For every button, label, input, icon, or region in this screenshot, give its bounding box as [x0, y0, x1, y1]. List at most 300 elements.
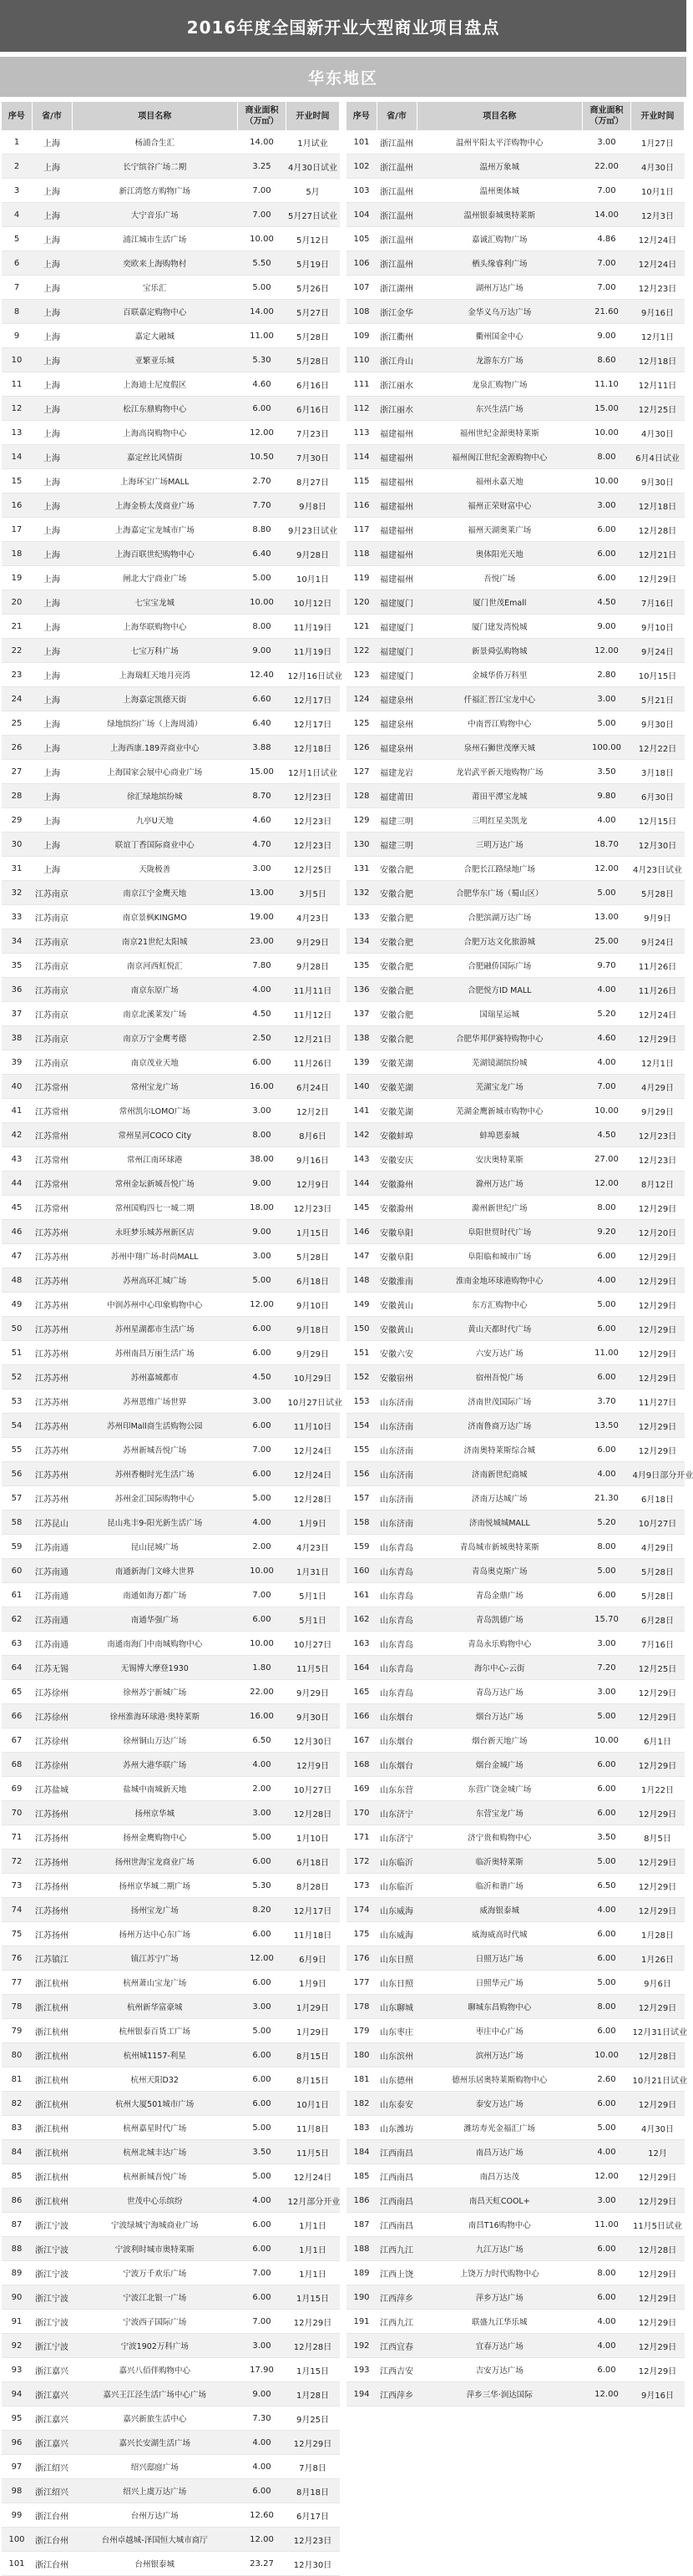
row-project-name: 黄山天都时代广场 — [417, 1317, 583, 1341]
row-project-name: 金华义乌万达广场 — [417, 300, 583, 324]
row-city: 浙江宁波 — [32, 2285, 72, 2310]
table-row — [2, 954, 340, 978]
row-open-date: 9月6日 — [631, 1971, 685, 1995]
row-open-date: 1月9日 — [286, 1971, 340, 1995]
row-area: 4.00 — [583, 2334, 631, 2358]
row-number: 51 — [2, 1341, 32, 1365]
table-row — [2, 2406, 340, 2431]
row-open-date: 9月24日 — [631, 929, 685, 954]
row-number: 53 — [2, 1389, 32, 1414]
row-city: 江苏南通 — [32, 1607, 72, 1632]
row-project-name: 苏州新城吾悦广场 — [72, 1438, 238, 1462]
row-city: 山东济南 — [377, 1438, 417, 1462]
row-open-date: 1月29日 — [286, 1995, 340, 2019]
row-area: 4.60 — [238, 808, 286, 833]
row-open-date: 5月27日 — [286, 300, 340, 324]
row-number: 111 — [346, 372, 377, 397]
row-number: 28 — [2, 784, 32, 808]
row-city: 浙江舟山 — [377, 348, 417, 372]
row-project-name: 栖头缘睿利广场 — [417, 251, 583, 276]
row-city: 福建厦门 — [377, 639, 417, 663]
row-open-date: 1月22日 — [631, 1777, 685, 1801]
table-row — [346, 130, 685, 154]
row-open-date: 12月29日 — [631, 1026, 685, 1050]
table-row — [346, 954, 685, 978]
row-city: 山东泰安 — [377, 2092, 417, 2116]
row-city: 浙江杭州 — [32, 2140, 72, 2164]
row-area: 6.00 — [238, 1341, 286, 1365]
row-city: 浙江丽水 — [377, 397, 417, 421]
row-city: 上海 — [32, 130, 72, 154]
row-area: 12.00 — [583, 2164, 631, 2189]
row-open-date: 9月10日 — [631, 615, 685, 639]
row-open-date: 12月23日 — [286, 2528, 340, 2552]
row-city: 江苏苏州 — [32, 1220, 72, 1244]
table-row — [346, 1898, 685, 1922]
row-open-date: 11月5日 — [286, 1656, 340, 1680]
row-city: 安徽合肥 — [377, 954, 417, 978]
row-open-date: 12月23日 — [286, 833, 340, 857]
row-open-date: 1月28日 — [631, 1922, 685, 1946]
row-area: 3.00 — [238, 1801, 286, 1825]
row-area: 9.00 — [583, 615, 631, 639]
row-city: 上海 — [32, 518, 72, 542]
row-city: 江苏常州 — [32, 1123, 72, 1147]
row-project-name: 杭州天阳D32 — [72, 2067, 238, 2092]
row-project-name: 奥体阳光天地 — [417, 542, 583, 566]
row-city: 江苏扬州 — [32, 1922, 72, 1946]
row-project-name: 滨州万达广场 — [417, 2043, 583, 2067]
row-open-date: 12月21日 — [631, 542, 685, 566]
row-project-name: 嘉兴王江泾生活广场中心广场 — [72, 2382, 238, 2406]
row-number: 159 — [346, 1535, 377, 1559]
row-area: 7.80 — [238, 954, 286, 978]
row-open-date: 12月21日 — [286, 1026, 340, 1050]
row-city: 安徽滁州 — [377, 1196, 417, 1220]
row-number: 1 — [2, 130, 32, 154]
row-number: 89 — [2, 2261, 32, 2285]
row-open-date: 12月24日 — [286, 1462, 340, 1486]
row-city: 江苏盐城 — [32, 1777, 72, 1801]
row-area: 5.00 — [238, 276, 286, 300]
table-row — [346, 2067, 685, 2092]
table-row — [2, 1801, 340, 1825]
row-city: 上海 — [32, 857, 72, 881]
row-number: 68 — [2, 1753, 32, 1777]
row-project-name: 常州凯尔LOMO广场 — [72, 1099, 238, 1123]
table-row — [2, 203, 340, 227]
row-open-date: 12月29日 — [631, 1680, 685, 1704]
row-open-date: 7月8日 — [286, 2455, 340, 2479]
table-row — [2, 784, 340, 808]
row-project-name: 宁波万千欢乐广场 — [72, 2261, 238, 2285]
row-area: 10.00 — [238, 1632, 286, 1656]
row-area: 6.00 — [238, 397, 286, 421]
row-area: 4.00 — [583, 1268, 631, 1293]
row-open-date: 10月1日 — [286, 2092, 340, 2116]
row-area: 4.00 — [583, 1462, 631, 1486]
row-project-name: 七宝宝龙城 — [72, 590, 238, 615]
row-project-name: 南京东原广场 — [72, 978, 238, 1002]
table-row — [2, 542, 340, 566]
row-open-date: 12月29日 — [631, 2261, 685, 2285]
table-row — [2, 1220, 340, 1244]
row-number: 52 — [2, 1365, 32, 1389]
table-row — [2, 1389, 340, 1414]
row-open-date: 4月30日 — [631, 154, 685, 179]
row-open-date: 1月15日 — [286, 2285, 340, 2310]
row-number: 174 — [346, 1898, 377, 1922]
row-area: 6.00 — [583, 2019, 631, 2043]
row-open-date: 12月29日 — [631, 1753, 685, 1777]
row-area: 8.00 — [583, 1196, 631, 1220]
row-area: 6.00 — [583, 1801, 631, 1825]
row-open-date: 12月15日 — [631, 808, 685, 833]
row-open-date: 12月 — [631, 2140, 685, 2164]
row-number: 125 — [346, 711, 377, 736]
table-row — [346, 566, 685, 590]
row-city: 福建厦门 — [377, 615, 417, 639]
row-project-name: 青岛凯德广场 — [417, 1607, 583, 1632]
row-number: 13 — [2, 421, 32, 445]
left-header-row — [2, 102, 340, 130]
row-open-date: 5月28日 — [286, 348, 340, 372]
row-number: 133 — [346, 905, 377, 929]
row-area: 7.00 — [238, 203, 286, 227]
table-row — [346, 2019, 685, 2043]
row-area: 10.00 — [238, 590, 286, 615]
row-project-name: 昆山兆丰9-阳光新生活广场 — [72, 1511, 238, 1535]
row-city: 福建泉州 — [377, 687, 417, 711]
table-row — [2, 2092, 340, 2116]
table-row — [346, 881, 685, 905]
row-city: 上海 — [32, 300, 72, 324]
table-row — [346, 1535, 685, 1559]
table-row — [2, 687, 340, 711]
row-city: 江苏扬州 — [32, 1825, 72, 1850]
row-area: 16.00 — [238, 1075, 286, 1099]
row-number: 191 — [346, 2310, 377, 2334]
row-number: 116 — [346, 493, 377, 518]
row-city: 江苏南通 — [32, 1535, 72, 1559]
table-row — [2, 1317, 340, 1341]
row-open-date: 9月28日 — [286, 954, 340, 978]
row-city: 山东济南 — [377, 1462, 417, 1486]
row-area: 5.00 — [583, 1559, 631, 1583]
row-city: 江苏无锡 — [32, 1656, 72, 1680]
row-area: 10.00 — [583, 421, 631, 445]
row-area: 9.00 — [583, 324, 631, 348]
row-city: 浙江杭州 — [32, 2189, 72, 2213]
row-project-name: 绿地缤纷广场（上海周浦） — [72, 711, 238, 736]
row-open-date: 9月29日 — [286, 1680, 340, 1704]
row-number: 61 — [2, 1583, 32, 1607]
row-project-name: 枣庄中心广场 — [417, 2019, 583, 2043]
row-open-date: 4月30日 — [631, 421, 685, 445]
row-project-name: 奕欧来上海购物村 — [72, 251, 238, 276]
row-open-date: 5月27日试业 — [286, 203, 340, 227]
row-open-date: 12月30日 — [286, 1728, 340, 1753]
row-area: 10.00 — [583, 1099, 631, 1123]
row-open-date: 8月15日 — [286, 2067, 340, 2092]
row-number: 80 — [2, 2043, 32, 2067]
row-number: 71 — [2, 1825, 32, 1850]
row-city: 江苏苏州 — [32, 1365, 72, 1389]
row-number: 148 — [346, 1268, 377, 1293]
table-row — [346, 2092, 685, 2116]
row-number: 149 — [346, 1293, 377, 1317]
table-row — [346, 1050, 685, 1075]
row-project-name: 南昌万达茂 — [417, 2164, 583, 2189]
row-open-date: 11月19日 — [286, 615, 340, 639]
row-project-name: 杨浦合生汇 — [72, 130, 238, 154]
row-area: 8.20 — [238, 1898, 286, 1922]
table-row — [2, 227, 340, 251]
row-area: 5.20 — [583, 1002, 631, 1026]
row-open-date: 12月29日 — [631, 1704, 685, 1728]
row-project-name: 苏州恩维广场世界 — [72, 1389, 238, 1414]
row-number: 36 — [2, 978, 32, 1002]
row-city: 山东济南 — [377, 1389, 417, 1414]
row-project-name: 苏州印Mall商生活购物公园 — [72, 1414, 238, 1438]
row-area: 100.00 — [583, 736, 631, 760]
row-area: 6.00 — [238, 1607, 286, 1632]
row-open-date: 1月15日 — [286, 2358, 340, 2382]
row-number: 166 — [346, 1704, 377, 1728]
page-title: 2016年度全国新开业大型商业项目盘点 — [0, 0, 686, 52]
row-open-date: 12月28日 — [631, 2237, 685, 2261]
row-open-date: 1月10日 — [286, 1825, 340, 1850]
row-project-name: 昆山昆城广场 — [72, 1535, 238, 1559]
row-number: 18 — [2, 542, 32, 566]
row-city: 上海 — [32, 566, 72, 590]
table-row — [2, 179, 340, 203]
table-row — [346, 2261, 685, 2285]
row-city: 江苏徐州 — [32, 1728, 72, 1753]
row-city: 山东济宁 — [377, 1801, 417, 1825]
row-number: 75 — [2, 1922, 32, 1946]
row-open-date: 11月11日 — [286, 978, 340, 1002]
row-number: 23 — [2, 663, 32, 687]
table-row — [346, 179, 685, 203]
row-area: 6.00 — [238, 1922, 286, 1946]
row-open-date: 12月29日 — [631, 2092, 685, 2116]
row-area: 17.90 — [238, 2358, 286, 2382]
row-area: 5.00 — [583, 1704, 631, 1728]
table-row — [2, 808, 340, 833]
row-city: 江苏常州 — [32, 1196, 72, 1220]
row-city: 江苏苏州 — [32, 1268, 72, 1293]
row-open-date: 11月18日 — [286, 1922, 340, 1946]
row-city: 浙江杭州 — [32, 2067, 72, 2092]
row-project-name: 萍乡万达广场 — [417, 2285, 583, 2310]
row-number: 32 — [2, 881, 32, 905]
table-row — [346, 1583, 685, 1607]
row-open-date: 12月24日 — [631, 227, 685, 251]
row-number: 99 — [2, 2503, 32, 2528]
row-number: 165 — [346, 1680, 377, 1704]
row-open-date: 8月12日 — [631, 1172, 685, 1196]
row-project-name: 烟台万达广场 — [417, 1704, 583, 1728]
row-city: 安徽黄山 — [377, 1317, 417, 1341]
row-project-name: 吾悦广场 — [417, 566, 583, 590]
table-row — [2, 2503, 340, 2528]
table-row — [346, 1728, 685, 1753]
row-area: 12.00 — [583, 2382, 631, 2406]
row-project-name: 浦江城市生活广场 — [72, 227, 238, 251]
row-number: 117 — [346, 518, 377, 542]
row-number: 65 — [2, 1680, 32, 1704]
table-row — [2, 2310, 340, 2334]
row-project-name: 济南鲁商万达广场 — [417, 1414, 583, 1438]
row-project-name: 威海威高时代城 — [417, 1922, 583, 1946]
table-row — [2, 2019, 340, 2043]
row-area: 6.00 — [583, 1583, 631, 1607]
row-open-date: 9月25日 — [286, 2406, 340, 2431]
row-number: 136 — [346, 978, 377, 1002]
row-project-name: 嘉兴长安湖生活广场 — [72, 2431, 238, 2455]
left-column — [2, 102, 340, 2576]
row-number: 14 — [2, 445, 32, 469]
row-area: 6.00 — [583, 566, 631, 590]
row-area: 10.00 — [583, 2043, 631, 2067]
row-city: 安徽芜湖 — [377, 1075, 417, 1099]
right-table-body — [346, 130, 693, 2406]
row-number: 144 — [346, 1172, 377, 1196]
row-area: 13.50 — [583, 1414, 631, 1438]
row-open-date: 10月1日 — [631, 179, 685, 203]
table-row — [2, 1172, 340, 1196]
row-number: 162 — [346, 1607, 377, 1632]
row-project-name: 闸北大宁商业广场 — [72, 566, 238, 590]
row-number: 139 — [346, 1050, 377, 1075]
row-area: 7.30 — [238, 2406, 286, 2431]
table-row — [346, 590, 685, 615]
row-open-date: 9月29日 — [631, 1099, 685, 1123]
row-open-date: 7月16日 — [631, 590, 685, 615]
row-project-name: 上海华联购物中心 — [72, 615, 238, 639]
row-open-date: 8月15日 — [286, 2043, 340, 2067]
row-number: 46 — [2, 1220, 32, 1244]
row-project-name: 合肥滨湖万达广场 — [417, 905, 583, 929]
row-number: 175 — [346, 1922, 377, 1946]
row-open-date: 10月27日试业 — [286, 1389, 340, 1414]
table-row — [346, 2116, 685, 2140]
table-row — [346, 663, 685, 687]
row-open-date: 12月1日 — [631, 324, 685, 348]
row-open-date: 10月27日 — [631, 1511, 685, 1535]
row-open-date: 12月29日 — [631, 1196, 685, 1220]
row-area: 6.00 — [238, 1850, 286, 1874]
row-open-date: 12月29日 — [631, 1365, 685, 1389]
row-project-name: 杭州大厦501城市广场 — [72, 2092, 238, 2116]
row-number: 84 — [2, 2140, 32, 2164]
row-open-date: 12月29日 — [631, 1414, 685, 1438]
row-area: 7.00 — [238, 2310, 286, 2334]
row-number: 30 — [2, 833, 32, 857]
row-open-date: 12月29日 — [631, 2189, 685, 2213]
row-open-date: 10月15日 — [631, 663, 685, 687]
row-number: 33 — [2, 905, 32, 929]
row-area: 7.00 — [583, 179, 631, 203]
row-area: 13.00 — [238, 881, 286, 905]
row-number: 100 — [2, 2528, 32, 2552]
row-project-name: 金城华侨万科里 — [417, 663, 583, 687]
row-project-name: 杭州银泰百货工广场 — [72, 2019, 238, 2043]
row-project-name: 蚌埠恩泰城 — [417, 1123, 583, 1147]
row-project-name: 聊城东昌购物中心 — [417, 1995, 583, 2019]
row-project-name: 苏州南昌万丽生活广场 — [72, 1341, 238, 1365]
row-number: 4 — [2, 203, 32, 227]
row-area: 3.25 — [238, 154, 286, 179]
row-city: 江西萍乡 — [377, 2382, 417, 2406]
row-project-name: 宿州吾悦广场 — [417, 1365, 583, 1389]
row-open-date: 7月23日 — [286, 421, 340, 445]
row-area: 3.00 — [583, 493, 631, 518]
row-area: 6.00 — [238, 1050, 286, 1075]
row-city: 上海 — [32, 639, 72, 663]
row-project-name: 阜阳世贸时代广场 — [417, 1220, 583, 1244]
row-city: 江苏徐州 — [32, 1753, 72, 1777]
row-city: 江苏南京 — [32, 929, 72, 954]
row-area: 3.50 — [583, 760, 631, 784]
row-city: 浙江宁波 — [32, 2261, 72, 2285]
row-open-date: 5月1日 — [286, 1607, 340, 1632]
row-number: 38 — [2, 1026, 32, 1050]
row-number: 142 — [346, 1123, 377, 1147]
row-area: 11.00 — [583, 1341, 631, 1365]
row-project-name: 世茂中心乐缤纷 — [72, 2189, 238, 2213]
row-open-date: 1月9日 — [286, 1511, 340, 1535]
row-project-name: 宁波绿城宁海城商业广场 — [72, 2213, 238, 2237]
row-city: 江苏南通 — [32, 1632, 72, 1656]
row-project-name: 芜湖金鹰新城市购物中心 — [417, 1099, 583, 1123]
row-project-name: 无锡博大摩登1930 — [72, 1656, 238, 1680]
row-city: 上海 — [32, 324, 72, 348]
row-area: 8.00 — [238, 1123, 286, 1147]
row-number: 128 — [346, 784, 377, 808]
row-project-name: 常州金坛新城吾悦广场 — [72, 1172, 238, 1196]
table-row — [346, 227, 685, 251]
table-row — [2, 2455, 340, 2479]
row-number: 141 — [346, 1099, 377, 1123]
row-number: 17 — [2, 518, 32, 542]
row-number: 185 — [346, 2164, 377, 2189]
row-city: 山东烟台 — [377, 1728, 417, 1753]
row-number: 29 — [2, 808, 32, 833]
row-number: 103 — [346, 179, 377, 203]
row-number: 94 — [2, 2382, 32, 2406]
row-number: 152 — [346, 1365, 377, 1389]
row-project-name: 上海环宝广场MALL — [72, 469, 238, 493]
row-open-date: 12月29日 — [631, 1293, 685, 1317]
row-city: 福建三明 — [377, 833, 417, 857]
row-city: 浙江金华 — [377, 300, 417, 324]
row-project-name: 淮南金地环球港购物中心 — [417, 1268, 583, 1293]
row-project-name: 嘉定丝比风情街 — [72, 445, 238, 469]
row-number: 177 — [346, 1971, 377, 1995]
row-area: 38.00 — [238, 1147, 286, 1172]
table-row — [2, 276, 340, 300]
row-open-date: 5月19日 — [286, 251, 340, 276]
row-project-name: 宁波江北银一广场 — [72, 2285, 238, 2310]
table-row — [2, 2189, 340, 2213]
row-city: 山东临沂 — [377, 1850, 417, 1874]
row-city: 山东青岛 — [377, 1680, 417, 1704]
table-row — [346, 251, 685, 276]
row-open-date: 6月18日 — [631, 1486, 685, 1511]
row-area: 4.00 — [583, 1898, 631, 1922]
